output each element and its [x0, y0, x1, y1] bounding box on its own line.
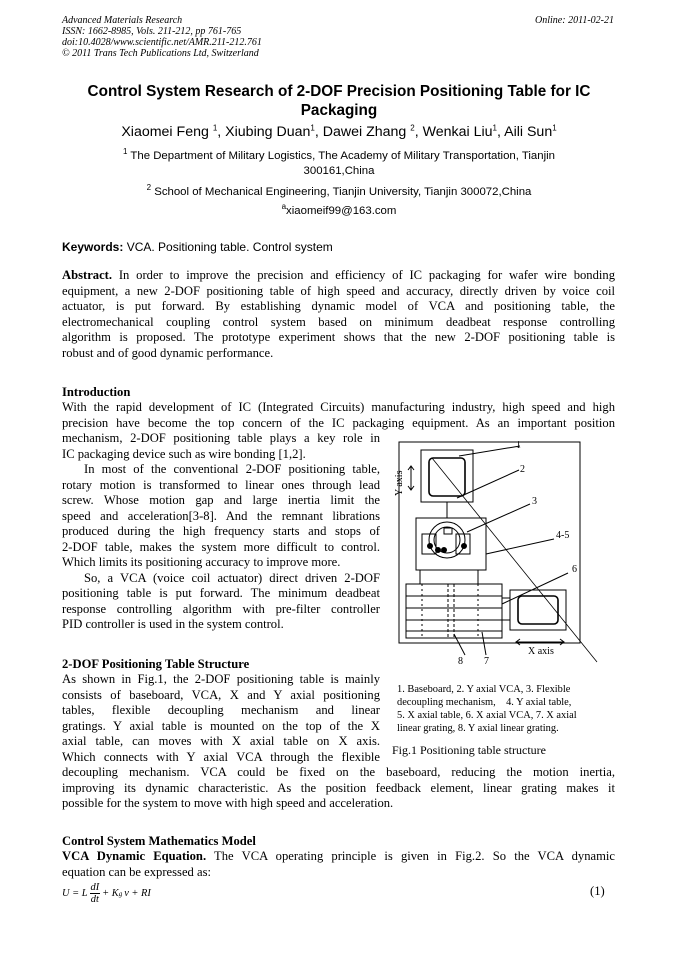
- text-line: axial table, can moves with X axial table on X axis.: [62, 734, 380, 748]
- legend-line: decoupling mechanism, 4. Y axial table,: [397, 697, 572, 708]
- author-name: Aili Sun: [504, 124, 553, 140]
- intro-column: [62, 431, 380, 633]
- text-line: gratings. Y axial table is mounted on the top of the X: [62, 718, 380, 733]
- text-line: produced during the high frequency starts and stops of: [62, 524, 380, 538]
- author-affil: 1: [492, 123, 497, 133]
- title-line-1: Control System Research of 2-DOF Precision Positioning Table for IC: [87, 83, 591, 100]
- callout-4-5: 4-5: [556, 530, 570, 541]
- section-heading-introduction: Introduction: [62, 385, 131, 399]
- doi: doi:10.4028/www.scientific.net/AMR.211-212.761: [62, 37, 262, 48]
- text-line: So, a VCA (voice coil actuator) direct driven 2-DOF: [84, 570, 380, 585]
- text-line: Which limits its positioning accuracy to improve more.: [62, 555, 341, 569]
- author-list: Xiaomei Feng $^1$, Xiubing Duan$^1$, Dawei Zhang $^2$, Wenkai Liu$^1$, Aili Sun$^1$: [121, 123, 557, 140]
- vca-label: VCA Dynamic Equation.: [62, 849, 207, 863]
- text-line: rotary motion is transformed to linear ones through lead: [62, 477, 380, 492]
- callout-8: 8: [458, 656, 463, 667]
- text-line: As shown in Fig.1, the 2-DOF positioning table is mainly: [62, 672, 380, 686]
- text-line: response controlling algorithm with pre-filter controller: [62, 601, 380, 616]
- affil-marker: 2: [146, 183, 152, 193]
- author-affil: 1: [310, 123, 315, 133]
- abstract: [62, 268, 615, 361]
- text-line: PID controller is used in the system control.: [62, 617, 284, 631]
- text-line: Which connects with Y axial VCA through the flexible: [62, 749, 380, 764]
- text-line: equation can be expressed as:: [62, 864, 211, 879]
- paper-title: [40, 82, 638, 120]
- text-line: tables, flexible decoupling mechanism and linear: [62, 703, 380, 717]
- affil-text: 300161,China: [303, 165, 375, 177]
- keywords: [62, 240, 333, 254]
- figure-1: [392, 436, 618, 671]
- affiliation-2: [0, 183, 678, 198]
- equation-subscript: g: [118, 889, 123, 898]
- affiliation-1: [60, 149, 618, 179]
- figure-legend: [397, 683, 577, 735]
- abstract-line: robust and of good dynamic performance.: [62, 345, 274, 360]
- fraction-denominator: dt: [90, 894, 99, 905]
- email-marker: a: [281, 202, 287, 212]
- equation-number: (1): [590, 884, 605, 898]
- online-date: Online: 2011-02-21: [535, 15, 614, 26]
- section-heading-structure: 2-DOF Positioning Table Structure: [62, 657, 250, 671]
- figure-caption: Fig.1 Positioning table structure: [392, 743, 546, 757]
- text-line: improving its dynamic characteristic. As the position feedback element, linear grating makes it: [62, 780, 615, 795]
- equation-1: [62, 882, 151, 905]
- keywords-text: VCA. Positioning table. Control system: [126, 240, 333, 254]
- text-line: The VCA operating principle is given in Fig.2. So the VCA dynamic: [206, 849, 615, 863]
- text-line: decoupling mechanism. VCA could be fixed on the baseboard, reducing the motion inertia,: [62, 765, 615, 779]
- text-line: precision have become the top concern of the IC packaging equipment. As an important position: [62, 415, 615, 430]
- equation-fraction: [90, 882, 101, 905]
- author-affil: 1: [552, 123, 557, 133]
- author-name: Xiubing Duan: [225, 124, 311, 140]
- author-name: Xiaomei Feng: [121, 124, 209, 140]
- callout-7: 7: [484, 656, 489, 667]
- author-name: Wenkai Liu: [422, 124, 493, 140]
- text-line: In most of the conventional 2-DOF positioning table,: [84, 462, 380, 476]
- abstract-line: electromechanical coupling control system based on minimum deadbeat response controlling: [62, 314, 615, 329]
- email-address: xiaomeif99@163.com: [286, 205, 397, 217]
- structure-column: [62, 672, 380, 765]
- abstract-label: Abstract.: [62, 268, 113, 282]
- structure-paragraph-cont: [62, 765, 615, 812]
- legend-line: 5. X axial table, 6. X axial VCA, 7. X axial: [397, 710, 577, 721]
- legend-line: linear grating, 8. Y axial linear grating.: [397, 723, 559, 734]
- callout-6: 6: [572, 564, 577, 575]
- text-line: mechanism, 2-DOF positioning table plays a key role in: [62, 431, 380, 445]
- author-affil: 2: [410, 123, 415, 133]
- equation-lhs: U = L: [62, 888, 88, 899]
- y-axis-label: Y axis: [394, 470, 405, 496]
- x-axis-label: X axis: [528, 646, 554, 657]
- equation-term: v + RI: [124, 888, 151, 899]
- abstract-line: actuator, is put forward. By establishing dynamic model of VCA and positioning table, the: [62, 299, 615, 313]
- email: [0, 202, 678, 217]
- callout-3: 3: [532, 496, 537, 507]
- equation-term: + K: [102, 888, 119, 899]
- affil-marker: 1: [122, 147, 128, 157]
- text-line: IC packaging device such as wire bonding [1,2].: [62, 446, 306, 461]
- journal-header: [62, 15, 262, 59]
- abstract-line: algorithm is proposed. The prototype experiment shows that the new 2-DOF positioning table is: [62, 330, 615, 344]
- text-line: With the rapid development of IC (Integrated Circuits) manufacturing industry, high speed and high: [62, 400, 615, 414]
- abstract-line: Abstract. In order to improve the precision and efficiency of IC packaging for wafer wire bonding: [62, 268, 615, 282]
- text-line: speed and acceleration[3-8]. And the remnant librations: [62, 508, 380, 523]
- abstract-line: equipment, a new 2-DOF positioning table of high speed and accuracy, directly driven by voice coil: [62, 283, 615, 298]
- callout-2: 2: [520, 464, 525, 475]
- title-line-2: Packaging: [300, 102, 378, 119]
- author-affil: 1: [212, 123, 218, 133]
- affil-text: The Department of Military Logistics, The Academy of Military Transportation, Tianjin: [130, 150, 555, 162]
- text-line: 2-DOF table, makes the system more difficult to control.: [62, 539, 380, 554]
- text-line: screw. Whose motion gap and large inertia limit the: [62, 493, 380, 507]
- baseboard-outline: [399, 442, 580, 643]
- copyright: © 2011 Trans Tech Publications Ltd, Switzerland: [62, 48, 259, 59]
- x-vca-inner: [518, 596, 558, 624]
- author-name: Dawei Zhang: [322, 124, 407, 140]
- affil-text: School of Mechanical Engineering, Tianjin University, Tianjin 300072,China: [154, 186, 532, 198]
- positioning-table-diagram: [392, 436, 618, 671]
- journal-name: Advanced Materials Research: [62, 15, 183, 26]
- text-line: possible for the system to move with high speed and acceleration.: [62, 796, 394, 810]
- text-line: consists of baseboard, VCA, X and Y axial positioning: [62, 687, 380, 702]
- keywords-label: Keywords:: [62, 240, 124, 254]
- legend-line: 1. Baseboard, 2. Y axial VCA, 3. Flexible: [397, 684, 571, 695]
- text-line: positioning table is put forward. The minimum deadbeat: [62, 586, 380, 600]
- intro-paragraph: [62, 400, 615, 431]
- decoupling-block: [416, 518, 486, 570]
- vca-paragraph: [62, 849, 615, 880]
- issn: ISSN: 1662-8985, Vols. 211-212, pp 761-765: [62, 26, 242, 37]
- section-heading-control: Control System Mathematics Model: [62, 834, 256, 848]
- callout-1: 1: [516, 440, 521, 451]
- fraction-numerator: dI: [90, 882, 100, 893]
